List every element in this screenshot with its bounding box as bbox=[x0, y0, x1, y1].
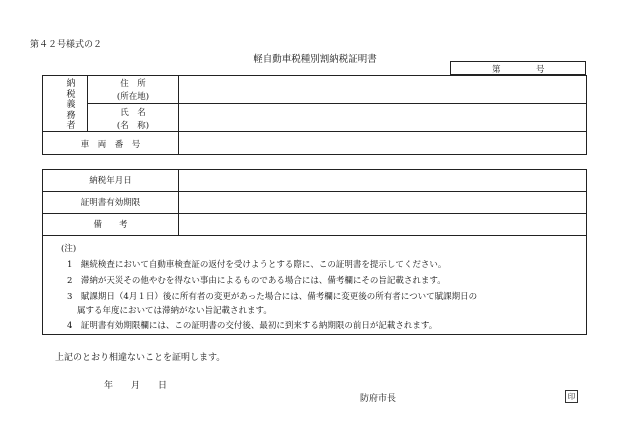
taxpayer-side-label: 納税義務者 bbox=[66, 79, 76, 131]
table-divider bbox=[178, 169, 179, 236]
payment-date-field[interactable] bbox=[184, 174, 580, 186]
note-item: 1 継続検査において自動車検査証の返付を受けようとする際に、この証明書を提示してください。 bbox=[67, 260, 447, 270]
issue-date: 年 月 日 bbox=[104, 381, 168, 391]
table-divider bbox=[178, 75, 179, 155]
name-field[interactable] bbox=[184, 112, 580, 124]
note-item: 2 滞納が天災その他やむを得ない事由によるものである場合には、備考欄にその旨記載されます。 bbox=[67, 276, 446, 286]
validity-label: 証明書有効期限 bbox=[80, 198, 141, 208]
document-title: 軽自動車税種別割納税証明書 bbox=[253, 54, 377, 65]
remarks-label: 備 考 bbox=[93, 220, 128, 230]
validity-field[interactable] bbox=[184, 196, 580, 208]
note-item: 3 賦課期日（4月１日）後に所有者の変更があった場合には、備考欄に変更後の所有者について賦課期日の bbox=[67, 292, 478, 302]
table-divider bbox=[42, 191, 587, 192]
address-field[interactable] bbox=[184, 84, 580, 96]
address-label: 住 所 bbox=[120, 79, 146, 89]
note-item-continued: 属する年度においては滞納がない旨記載されます。 bbox=[77, 306, 272, 316]
certificate-number-prefix: 第 bbox=[492, 65, 501, 75]
certification-statement: 上記のとおり相違ないことを証明します。 bbox=[55, 353, 226, 363]
certificate-number-suffix: 号 bbox=[536, 65, 545, 75]
vehicle-number-label: 車 両 番 号 bbox=[80, 140, 141, 150]
table-divider bbox=[42, 131, 587, 132]
name-label: 氏 名 bbox=[120, 108, 146, 118]
payment-date-label: 納税年月日 bbox=[89, 176, 132, 186]
note-item: 4 証明書有効期限欄には、この証明書の交付後、最初に到来する納期限の前日が記載されます。 bbox=[67, 321, 438, 331]
table-divider bbox=[87, 103, 587, 104]
certificate-number-box bbox=[450, 61, 586, 75]
table-divider bbox=[42, 213, 587, 214]
address-sub-label: (所在地) bbox=[116, 92, 150, 102]
vehicle-number-field[interactable] bbox=[184, 138, 580, 150]
remarks-field[interactable] bbox=[184, 218, 580, 230]
issuer-title: 防府市長 bbox=[360, 394, 397, 404]
notes-heading: (注) bbox=[61, 244, 77, 254]
notes-box bbox=[42, 236, 587, 335]
seal-mark: 印 bbox=[565, 390, 578, 403]
form-number: 第４２号様式の２ bbox=[30, 40, 103, 50]
name-sub-label: (名 称) bbox=[116, 121, 150, 131]
